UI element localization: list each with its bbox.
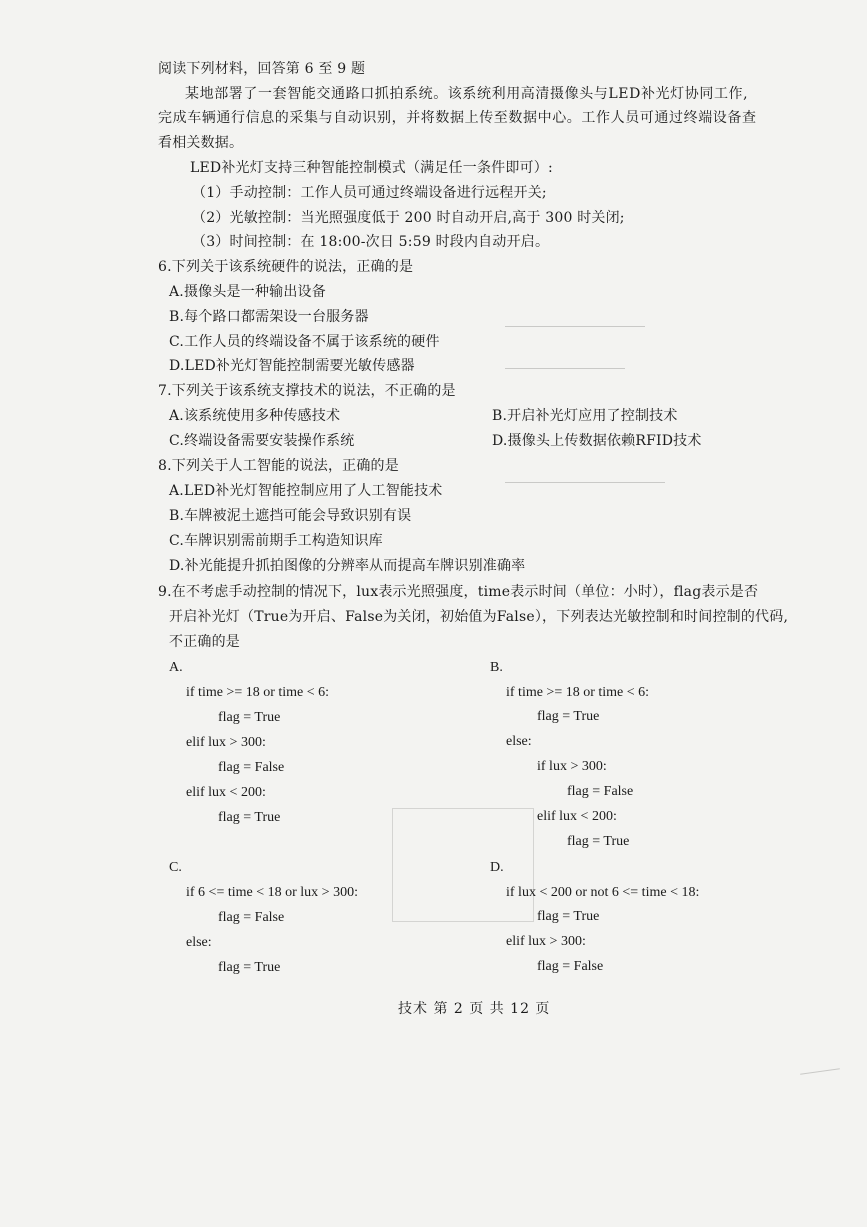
question-9-stem-line: 不正确的是: [169, 634, 240, 650]
question-6-option-d: D.LED补光灯智能控制需要光敏传感器: [169, 358, 415, 374]
code-line: flag = True: [218, 710, 281, 725]
question-9-stem-line: 开启补光灯（True为开启、False为关闭，初始值为False），下列表达光敏控制和时间控制的代码,: [169, 609, 789, 625]
page-footer: 技术 第 2 页 共 12 页: [398, 1001, 551, 1017]
control-mode-light-sensor: （2）光敏控制：当光照强度低于 200 时自动开启,高于 300 时关闭;: [192, 210, 625, 226]
code-line: else:: [186, 935, 212, 950]
code-line: else:: [506, 734, 532, 749]
question-6-option-b: B.每个路口都需架设一台服务器: [169, 309, 369, 325]
code-line: if time >= 18 or time < 6:: [506, 685, 650, 700]
question-7-stem: 7.下列关于该系统支撑技术的说法，不正确的是: [158, 383, 456, 399]
control-mode-manual: （1）手动控制：工作人员可通过终端设备进行远程开关;: [192, 185, 547, 201]
scanner-edge-mark: [800, 1068, 840, 1075]
code-line: elif lux > 300:: [186, 735, 266, 750]
bleed-through-table: [392, 808, 534, 922]
code-line: flag = True: [537, 909, 600, 924]
material-paragraph-line: 某地部署了一套智能交通路口抓拍系统。该系统利用高清摄像头与LED补光灯协同工作,: [185, 86, 749, 102]
material-paragraph-line: 完成车辆通行信息的采集与自动识别，并将数据上传至数据中心。工作人员可通过终端设备查: [158, 110, 757, 126]
code-line: flag = True: [537, 709, 600, 724]
bleed-through-line: [505, 326, 645, 327]
code-line: if lux < 200 or not 6 <= time < 18:: [506, 885, 700, 900]
control-mode-time: （3）时间控制：在 18:00-次日 5:59 时段内自动开启。: [192, 234, 550, 250]
code-line: flag = False: [218, 760, 285, 775]
question-7-option-a: A.该系统使用多种传感技术: [169, 408, 341, 424]
question-9-option-b-label: B.: [490, 660, 503, 675]
question-6-stem: 6.下列关于该系统硬件的说法，正确的是: [158, 259, 414, 275]
question-7-option-c: C.终端设备需要安装操作系统: [169, 433, 355, 449]
material-heading: 阅读下列材料，回答第 6 至 9 题: [158, 61, 366, 77]
code-line: elif lux < 200:: [537, 809, 617, 824]
material-paragraph-line: 看相关数据。: [158, 135, 244, 151]
code-line: if 6 <= time < 18 or lux > 300:: [186, 885, 358, 900]
code-line: if lux > 300:: [537, 759, 607, 774]
question-8-option-c: C.车牌识别需前期手工构造知识库: [169, 533, 383, 549]
code-line: flag = True: [218, 960, 281, 975]
bleed-through-line: [505, 482, 665, 483]
question-6-option-a: A.摄像头是一种输出设备: [169, 284, 326, 300]
code-line: flag = True: [567, 834, 630, 849]
code-line: if time >= 18 or time < 6:: [186, 685, 330, 700]
code-line: elif lux < 200:: [186, 785, 266, 800]
code-line: flag = False: [218, 910, 285, 925]
code-line: flag = False: [567, 784, 634, 799]
bleed-through-line: [505, 368, 625, 369]
code-line: flag = False: [537, 959, 604, 974]
question-9-stem-line: 9.在不考虑手动控制的情况下，lux表示光照强度，time表示时间（单位：小时），flag表示是否: [158, 584, 759, 600]
question-9-option-c-label: C.: [169, 860, 182, 875]
code-line: elif lux > 300:: [506, 934, 586, 949]
question-7-option-d: D.摄像头上传数据依赖RFID技术: [492, 433, 702, 449]
question-9-option-a-label: A.: [169, 660, 183, 675]
question-8-option-b: B.车牌被泥土遮挡可能会导致识别有误: [169, 508, 412, 524]
question-8-option-d: D.补光能提升抓拍图像的分辨率从而提高车牌识别准确率: [169, 558, 526, 574]
question-7-option-b: B.开启补光灯应用了控制技术: [492, 408, 678, 424]
question-9-option-d-label: D.: [490, 860, 504, 875]
question-6-option-c: C.工作人员的终端设备不属于该系统的硬件: [169, 334, 440, 350]
question-8-stem: 8.下列关于人工智能的说法，正确的是: [158, 458, 399, 474]
code-line: flag = True: [218, 810, 281, 825]
control-modes-intro: LED补光灯支持三种智能控制模式（满足任一条件即可）:: [190, 160, 553, 176]
question-8-option-a: A.LED补光灯智能控制应用了人工智能技术: [169, 483, 443, 499]
